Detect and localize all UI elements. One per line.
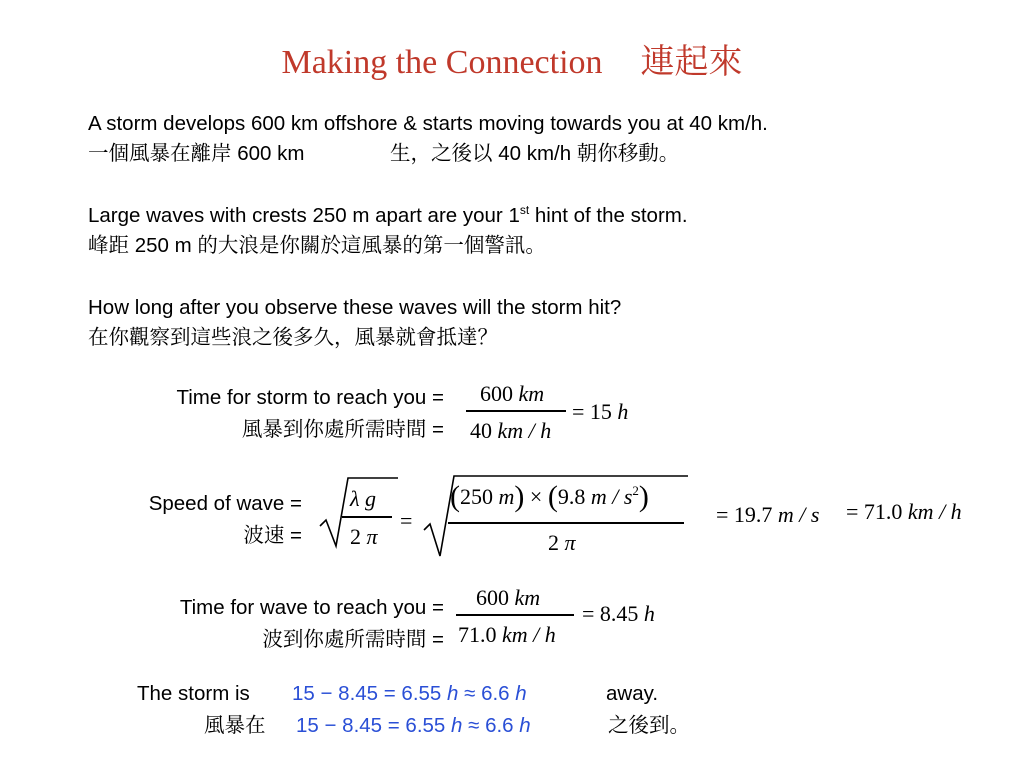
wave-eq: = [582, 601, 595, 626]
storm-time-numerator [480, 381, 544, 407]
wave-speed-result-2 [846, 499, 962, 525]
conclusion-zh-approx: ≈ 6.6 [468, 714, 514, 737]
wave-den-val: 71.0 [458, 622, 497, 647]
paren-close-1: ) [514, 480, 525, 513]
wave-time-numerator [476, 585, 540, 611]
intro-line3-zh: 在你觀察到這些浪之後多久，風暴就會抵達？ [88, 326, 498, 349]
conclusion-zh-prefix: 風暴在 [204, 714, 266, 737]
storm-result-val: 15 [589, 399, 612, 424]
eq2: = [716, 502, 729, 527]
conclusion-en-h1: h [447, 682, 459, 705]
storm-time-label-zh: 風暴到你處所需時間 = [241, 418, 444, 441]
num-250: 250 [460, 484, 493, 509]
conclusion-en-h2: h [515, 682, 527, 705]
intro-line2-en-b: hint of the storm. [529, 204, 688, 227]
storm-den-val: 40 [470, 418, 492, 443]
intro-line2-en-sup: st [519, 203, 530, 217]
page-title [0, 34, 1024, 83]
result1-unit: m / s [777, 502, 820, 527]
wave-num-val: 600 [476, 585, 509, 610]
conclusion-zh-expr-a: 15 − 8.45 = 6.55 [296, 714, 446, 737]
den-two: 2 [548, 530, 559, 555]
wave-speed-2pi [350, 524, 378, 550]
two-symbol: 2 [350, 524, 361, 549]
intro-line2-zh: 峰距 250 m 的大浪是你關於這風暴的第一個警訊。 [88, 234, 546, 257]
g-symbol: g [365, 486, 377, 511]
storm-time-denominator [470, 418, 551, 444]
paren-open-1: ( [450, 480, 460, 513]
wave-result-unit: h [643, 601, 655, 626]
wave-time-label-en: Time for wave to reach you = [179, 596, 444, 619]
num-9-8: 9.8 [557, 484, 586, 509]
wave-time-denominator [458, 622, 556, 648]
conclusion-zh-h2: h [519, 714, 531, 737]
conclusion-en-suffix: away. [606, 682, 659, 705]
num-exponent: 2 [632, 483, 639, 498]
conclusion-en-expr-a: 15 − 8.45 = 6.55 [292, 682, 442, 705]
wave-time-label-zh: 波到你處所需時間 = [262, 628, 444, 651]
pi-symbol: π [366, 524, 378, 549]
storm-time-fraction-bar [466, 410, 566, 412]
storm-num-val: 600 [480, 381, 513, 406]
wave-time-fraction-bar [456, 614, 574, 616]
wave-result-val: 8.45 [599, 601, 639, 626]
wave-speed-denominator [548, 530, 576, 556]
wave-speed-numerator [450, 480, 649, 514]
lambda-symbol: λ [350, 486, 360, 511]
eq3: = [846, 499, 859, 524]
storm-den-unit: km / h [497, 418, 552, 443]
result1-val: 19.7 [733, 502, 773, 527]
wave-speed-label-en: Speed of wave = [148, 492, 302, 515]
den-pi: π [564, 530, 576, 555]
storm-time-label-en: Time for storm to reach you = [176, 386, 444, 409]
wave-num-unit: km [514, 585, 541, 610]
paren-close-2: ) [638, 480, 649, 513]
times-sign: × [529, 484, 543, 509]
title-zh: 連起來 [640, 44, 743, 81]
wave-speed-eq: = [400, 508, 413, 533]
wave-speed-small-fraction-bar [342, 516, 392, 518]
conclusion-en-approx: ≈ 6.6 [464, 682, 510, 705]
intro-line2-en [88, 202, 688, 229]
wave-speed-large-fraction-bar [448, 522, 684, 524]
num-m: m [498, 484, 515, 509]
conclusion-en-expr [292, 680, 527, 707]
paren-open-2: ( [547, 480, 558, 513]
conclusion-zh-expr [296, 712, 531, 739]
wave-speed-label-zh: 波速 = [243, 524, 302, 547]
intro-line2-en-a: Large waves with crests 250 m apart are your 1 [88, 204, 520, 227]
result2-val: 71.0 [863, 499, 903, 524]
wave-time-result [582, 601, 655, 627]
conclusion-en-prefix: The storm is [137, 682, 250, 705]
wave-speed-result-1 [716, 502, 819, 528]
conclusion-zh-suffix: 之後到。 [608, 714, 690, 737]
intro-line1-zh-a: 一個風暴在離岸 600 km [88, 142, 305, 165]
storm-eq: = [572, 399, 585, 424]
result2-unit: km / h [907, 499, 962, 524]
conclusion-zh-h1: h [451, 714, 463, 737]
wave-den-unit: km / h [502, 622, 556, 647]
intro-line3-en: How long after you observe these waves will the storm hit? [88, 296, 622, 319]
storm-result-unit: h [617, 399, 629, 424]
storm-num-unit: km [518, 381, 545, 406]
title-en: Making the Connection [281, 44, 603, 81]
intro-line1-zh-b: 生，之後以 40 km/h 朝你移動。 [390, 142, 680, 165]
num-unit: m / s [590, 484, 633, 509]
wave-speed-lambda-g [350, 486, 376, 512]
storm-time-result [572, 399, 628, 425]
intro-line1-en: A storm develops 600 km offshore & starts moving towards you at 40 km/h. [88, 112, 768, 135]
